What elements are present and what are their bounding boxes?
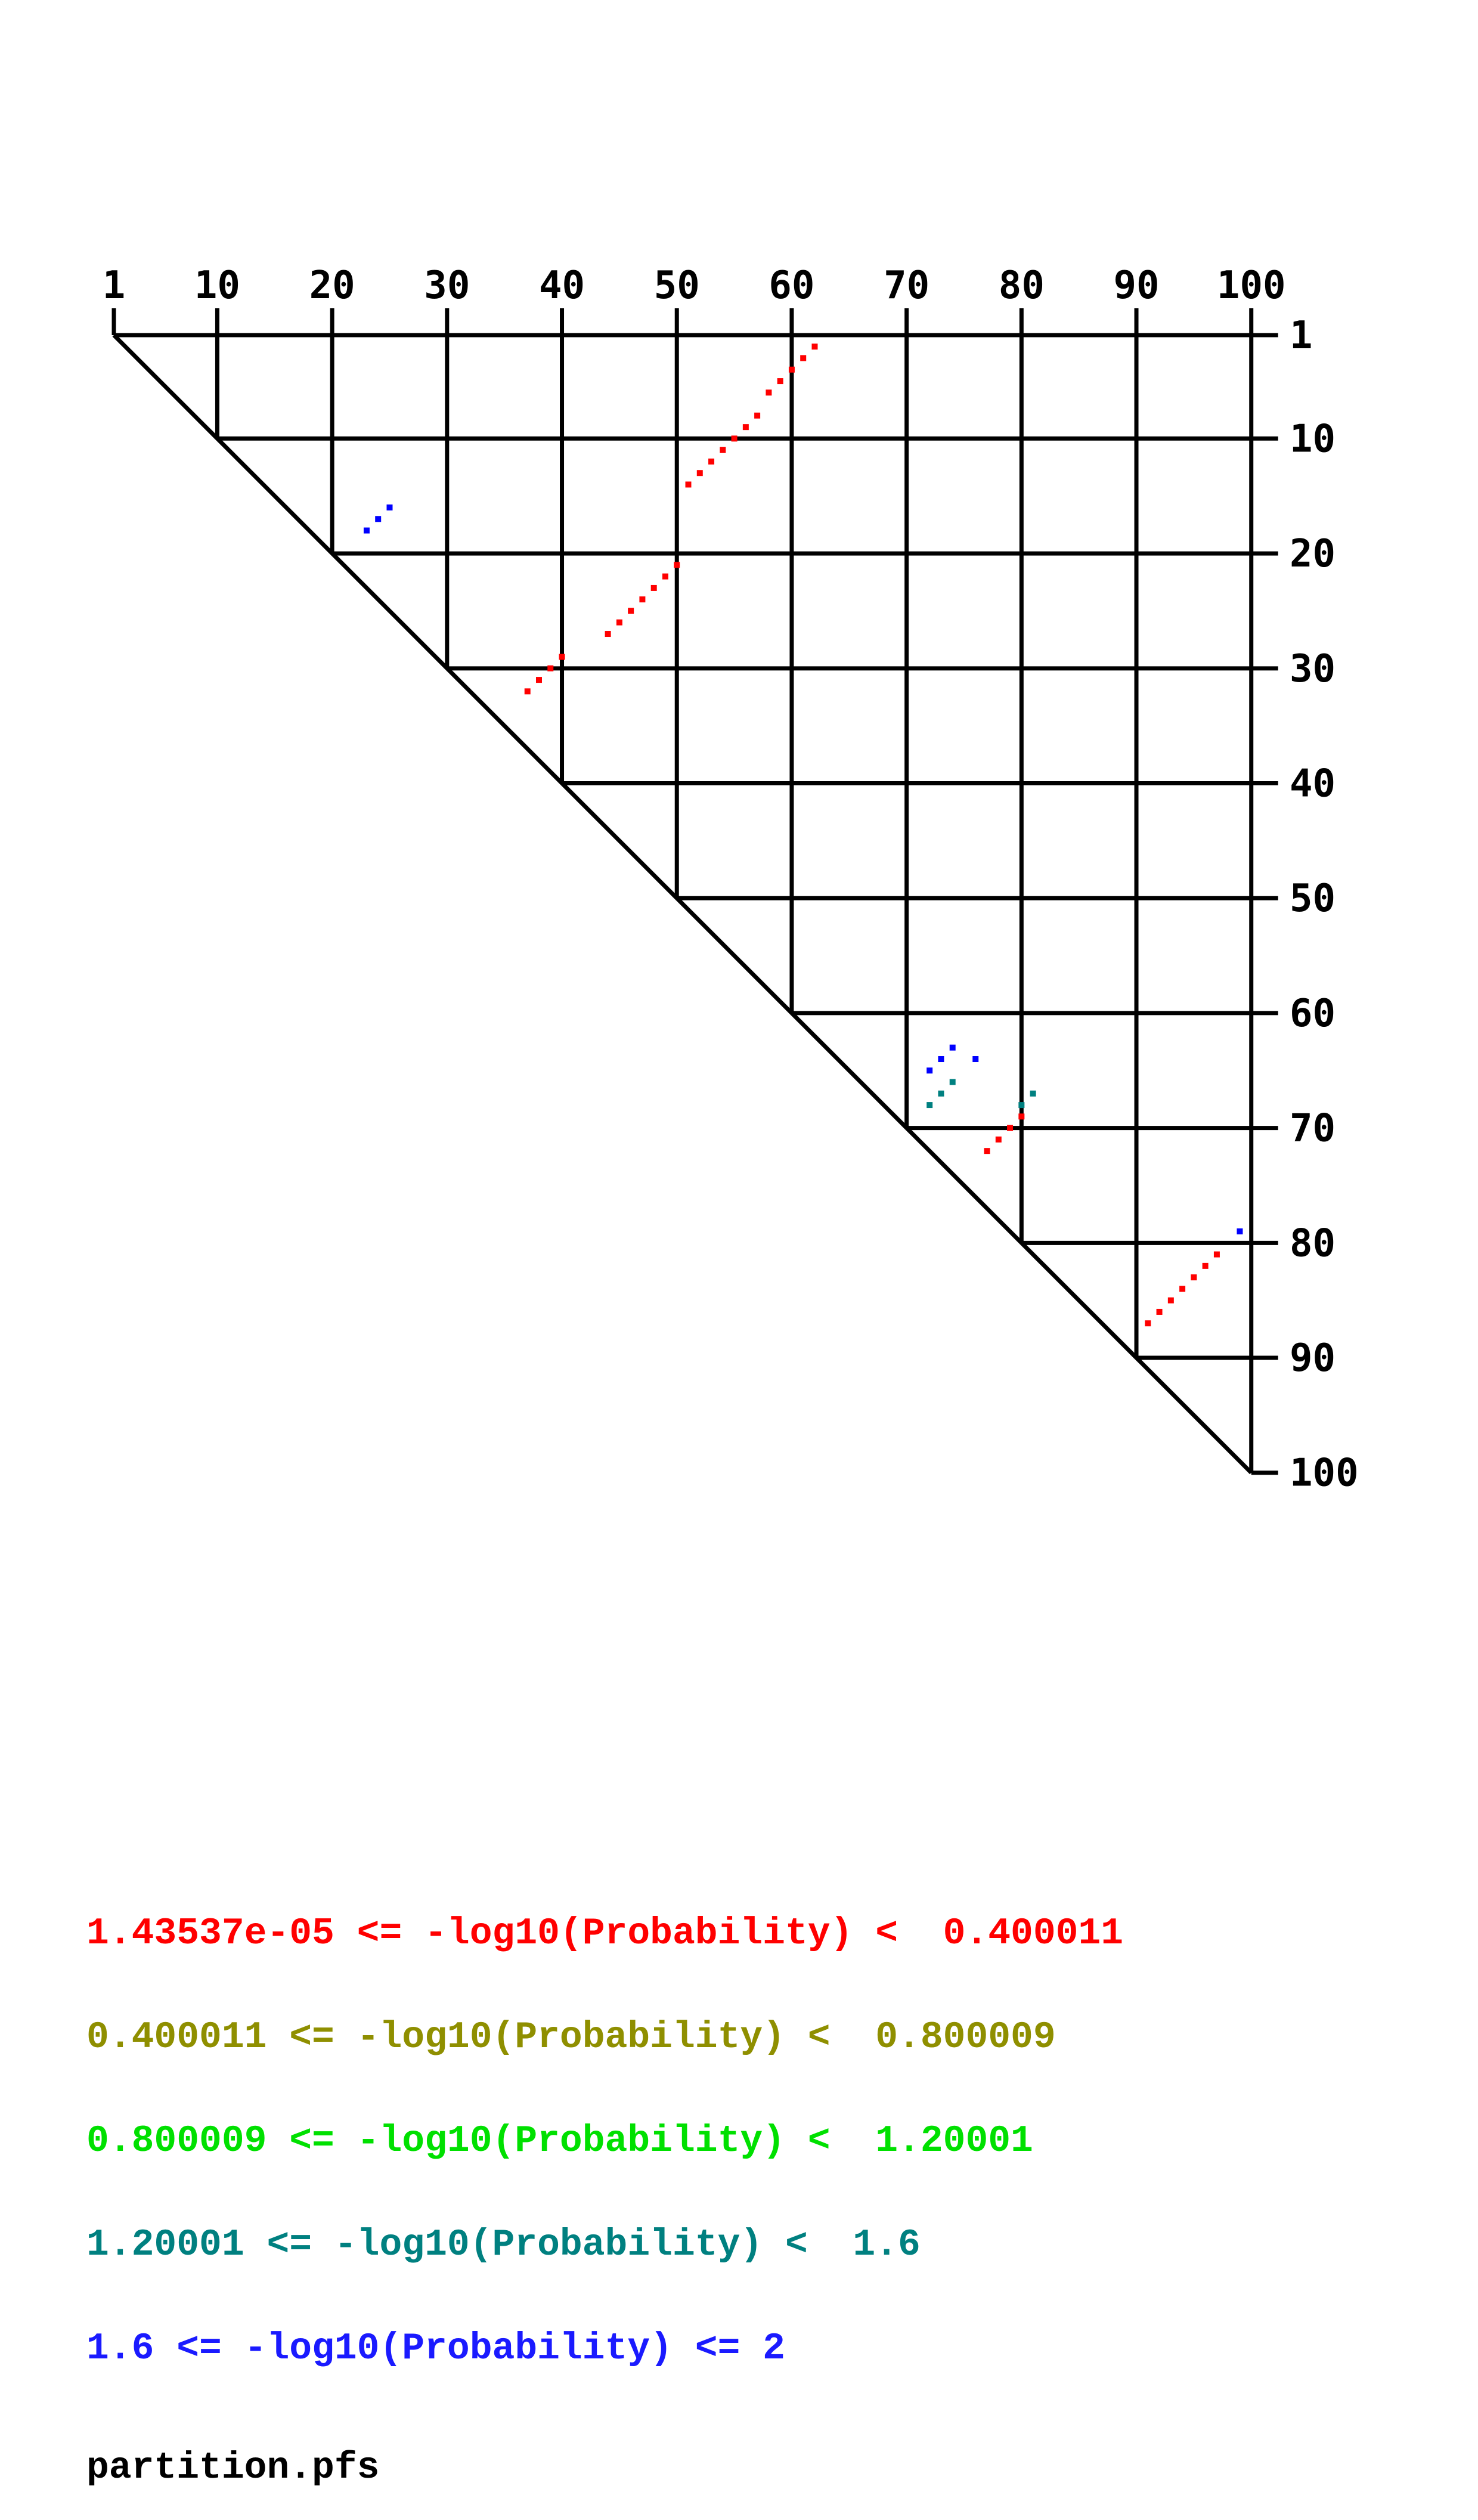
probability-dot-bin-1-red [1145,1320,1151,1326]
probability-dot-bin-5-blue [1237,1228,1242,1234]
probability-dot-bin-5-blue [950,1045,956,1051]
probability-dot-bin-5-blue [364,528,370,534]
right-axis-label: 70 [1290,1106,1336,1151]
right-axis-label: 10 [1290,417,1336,462]
probability-dot-bin-4-teal [927,1102,932,1108]
right-axis-label: 40 [1290,761,1336,806]
top-axis-label: 70 [884,264,930,308]
top-axis-label: 80 [998,264,1045,308]
probability-dot-bin-1-red [605,631,611,637]
legend-line-green: 0.800009 <= -log10(Probability) < 1.20001 [86,2120,1033,2162]
right-axis-label: 1 [1290,314,1313,358]
probability-dot-bin-5-blue [375,516,381,522]
top-axis-label: 20 [309,264,355,308]
probability-dot-bin-1-red [616,620,622,626]
probability-dot-bin-1-red [525,688,531,694]
probability-dot-bin-5-blue [938,1056,944,1062]
probability-dot-bin-5-blue [386,504,392,510]
probability-dot-bin-4-teal [1030,1091,1036,1097]
top-axis-label: 90 [1113,264,1160,308]
probability-dot-bin-1-red [628,608,634,614]
right-axis-label: 80 [1290,1221,1336,1266]
probability-dot-bin-1-red [686,482,692,488]
probability-dot-bin-1-red [1203,1263,1209,1269]
right-axis-label: 20 [1290,532,1336,577]
probability-dot-bin-1-red [1191,1274,1197,1280]
probability-dot-bin-1-red [720,447,726,453]
probability-dot-bin-1-red [639,596,645,602]
probability-dot-bin-1-red [1007,1125,1013,1131]
top-axis-label: 40 [538,264,585,308]
plot-filename: partition.pfs [86,2447,380,2489]
probability-dot-bin-1-red [800,355,806,361]
probability-dot-bin-1-red [1214,1252,1220,1258]
right-axis-label: 60 [1290,991,1336,1036]
top-axis-label: 10 [194,264,240,308]
probability-dot-bin-1-red [651,585,657,591]
probability-dot-bin-1-red [662,574,668,580]
top-axis-label: 60 [769,264,815,308]
probability-dot-bin-1-red [1157,1309,1163,1315]
probability-dot-bin-4-teal [938,1091,944,1097]
probability-dot-bin-1-red [547,665,553,671]
legend [86,1847,1123,2520]
legend-line-blue: 1.6 <= -log10(Probability) <= 2 [86,2327,785,2370]
probability-dot-bin-1-red [697,470,703,476]
top-axis-label: 1 [102,264,126,308]
probability-dot-bin-1-red [996,1137,1002,1143]
probability-dot-bin-1-red [732,435,738,441]
probability-dot-bin-1-red [1168,1298,1174,1304]
diagonal [114,335,1251,1473]
probability-dot-bin-1-red [1018,1113,1024,1119]
probability-dot-bin-1-red [811,343,817,349]
probability-dot-bin-4-teal [950,1079,956,1085]
probability-dot-bin-1-red [708,459,714,465]
probability-dot-bin-1-red [559,654,565,660]
legend-line-dark-yellow: 0.400011 <= -log10(Probability) < 0.800009 [86,2016,1056,2058]
probability-dot-bin-1-red [1179,1286,1185,1292]
right-axis-label: 50 [1290,877,1336,921]
probability-dot-bin-5-blue [972,1056,978,1062]
probability-dot-bin-1-red [674,562,680,568]
right-axis-label: 30 [1290,646,1336,691]
probability-dot-bin-5-blue [927,1067,932,1073]
right-axis-label: 100 [1290,1451,1359,1496]
top-axis-label: 30 [424,264,470,308]
right-axis-label: 90 [1290,1336,1336,1381]
legend-line-teal: 1.20001 <= -log10(Probability) < 1.6 [86,2224,921,2266]
top-axis-label: 50 [653,264,700,308]
probability-dot-bin-1-red [754,413,760,419]
probability-dot-bin-1-red [777,378,783,384]
probability-dot-bin-1-red [984,1148,990,1154]
probability-dot-bin-1-red [766,389,771,395]
probability-dot-bin-1-red [743,424,749,430]
probability-dot-bin-1-red [536,677,542,683]
probability-dot-bin-4-teal [1018,1102,1024,1108]
probability-dot-bin-1-red [789,367,795,373]
top-axis-label: 100 [1216,264,1286,308]
legend-line-red: 1.43537e-05 <= -log10(Probability) < 0.400011 [86,1912,1124,1955]
